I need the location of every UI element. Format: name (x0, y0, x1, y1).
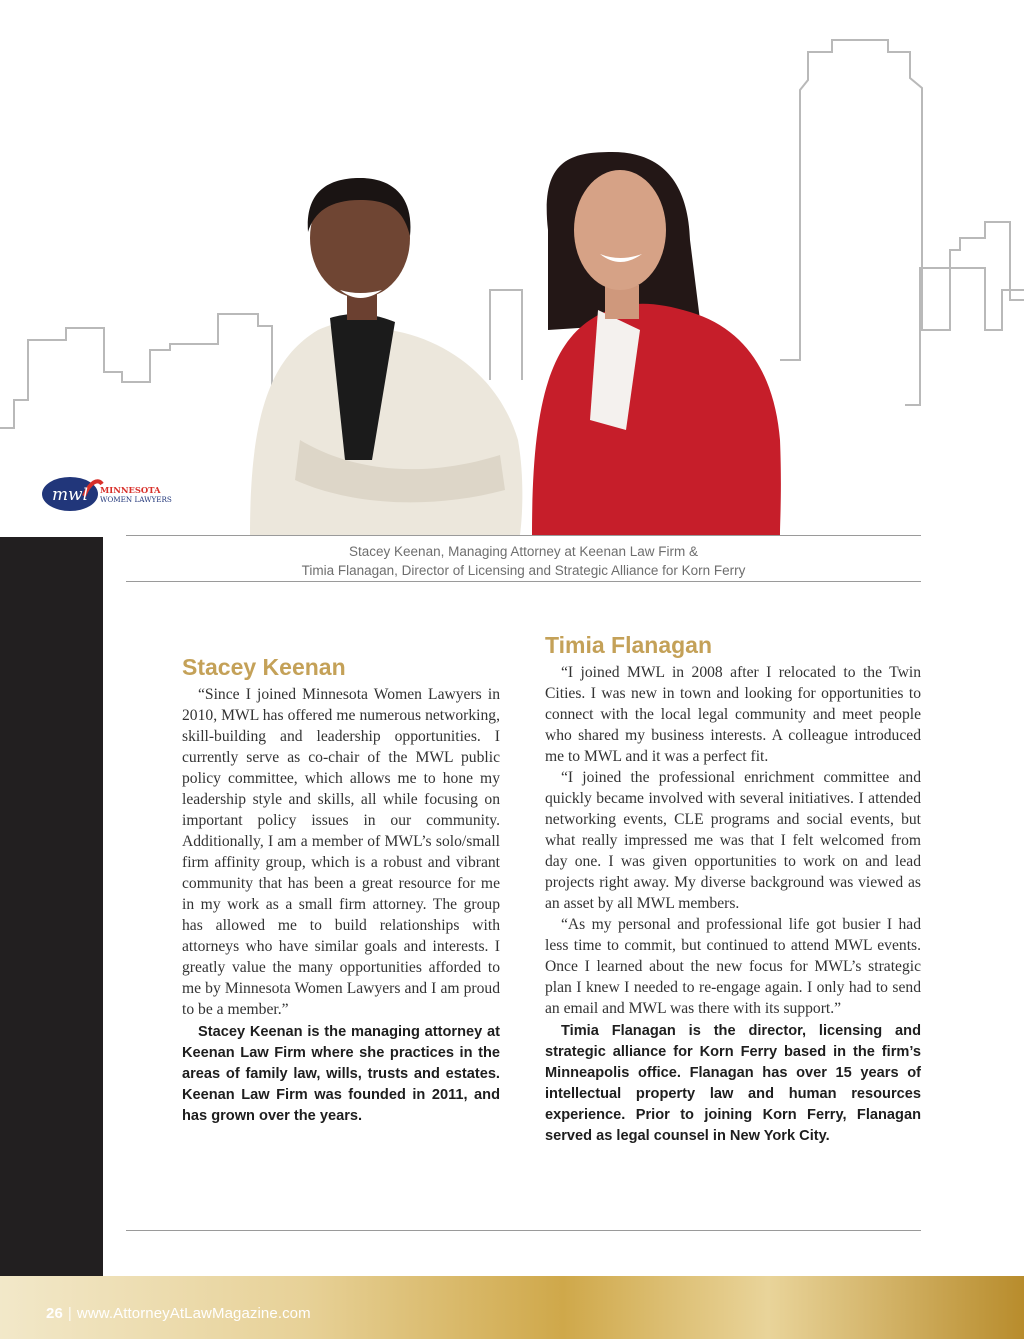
stacey-keenan-heading: Stacey Keenan (182, 654, 346, 680)
timia-flanagan-quote (545, 662, 921, 1019)
page-number: 26 (46, 1305, 63, 1322)
stacey-keenan-bio: Stacey Keenan is the managing attorney at Keenan Law Firm where she practices in the areas of family law, wills, trusts and estates. Keenan Law Firm was founded in 2011, and has grown over the years. (182, 1024, 500, 1124)
svg-text:WOMEN LAWYERS: WOMEN LAWYERS (100, 495, 172, 504)
timia-flanagan-heading: Timia Flanagan (545, 632, 713, 658)
footer-separator: | (67, 1305, 72, 1322)
caption-line-1: Stacey Keenan, Managing Attorney at Keenan Law Firm & (349, 544, 698, 559)
page-footer (46, 1305, 311, 1322)
photo-caption (126, 542, 921, 580)
magazine-website: www.AttorneyAtLawMagazine.com (76, 1305, 311, 1322)
left-sidebar-bar (0, 537, 103, 1277)
mwl-logo (40, 474, 175, 514)
stacey-keenan-quote (182, 684, 500, 1020)
svg-text:MINNESOTA: MINNESOTA (100, 485, 161, 495)
svg-text:mwl: mwl (51, 485, 89, 505)
timia-flanagan-column (545, 630, 921, 1147)
skyline-illustration (0, 0, 1024, 540)
timia-flanagan-bio: Timia Flanagan is the director, licensing and strategic alliance for Korn Ferry based in the firm’s Minneapolis office. Flanagan has over 15 years of intellectual property law and human resources experience. Prior to joining Korn Ferry, Flanagan served as legal counsel in New York City. (545, 1023, 921, 1144)
quote-paragraph: “Since I joined Minnesota Women Lawyers in 2010, MWL has offered me numerous networking, skill-building and leadership opportunities. I currently serve as co-chair of the MWL public policy committee, which allows me to hone my leadership style and skills, all while focusing on important policy issues in our community. Additionally, I am a member of MWL’s solo/small firm affinity group, which is a robust and vibrant community that has been a great resource for me in my work as a small firm attorney. The group has allowed me to build relationships with attorneys who have similar goals and interests. I greatly value the many opportunities afforded to me by Minnesota Women Lawyers and I am proud to be a member.” (182, 686, 500, 1018)
bottom-rule (126, 1230, 921, 1231)
quote-paragraph: “I joined MWL in 2008 after I relocated to the Twin Cities. I was new in town and looking for opportunities to connect with the local legal community and meet people who shared my business interests. A colleague introduced me to MWL and it was a perfect fit. (545, 664, 921, 765)
caption-bottom-rule (126, 581, 921, 582)
quote-paragraph: “I joined the professional enrichment committee and quickly became involved with several initiatives. I attended networking events, CLE programs and social events, but what really impressed me was that I felt welcomed from day one. I was given opportunities to work on and lead projects right away. My diverse background was viewed as an asset by all MWL members. (545, 769, 921, 912)
caption-line-2: Timia Flanagan, Director of Licensing and Strategic Alliance for Korn Ferry (301, 563, 746, 578)
timia-flanagan-photo (532, 152, 781, 535)
quote-paragraph: “As my personal and professional life got busier I had less time to commit, but continued to attend MWL events. Once I learned about the new focus for MWL’s strategic plan I knew I needed to re-engage again. I only had to send an email and MWL was there with its support.” (545, 916, 921, 1017)
stacey-keenan-photo (250, 178, 522, 535)
stacey-keenan-column (182, 652, 500, 1127)
caption-top-rule (126, 535, 921, 536)
